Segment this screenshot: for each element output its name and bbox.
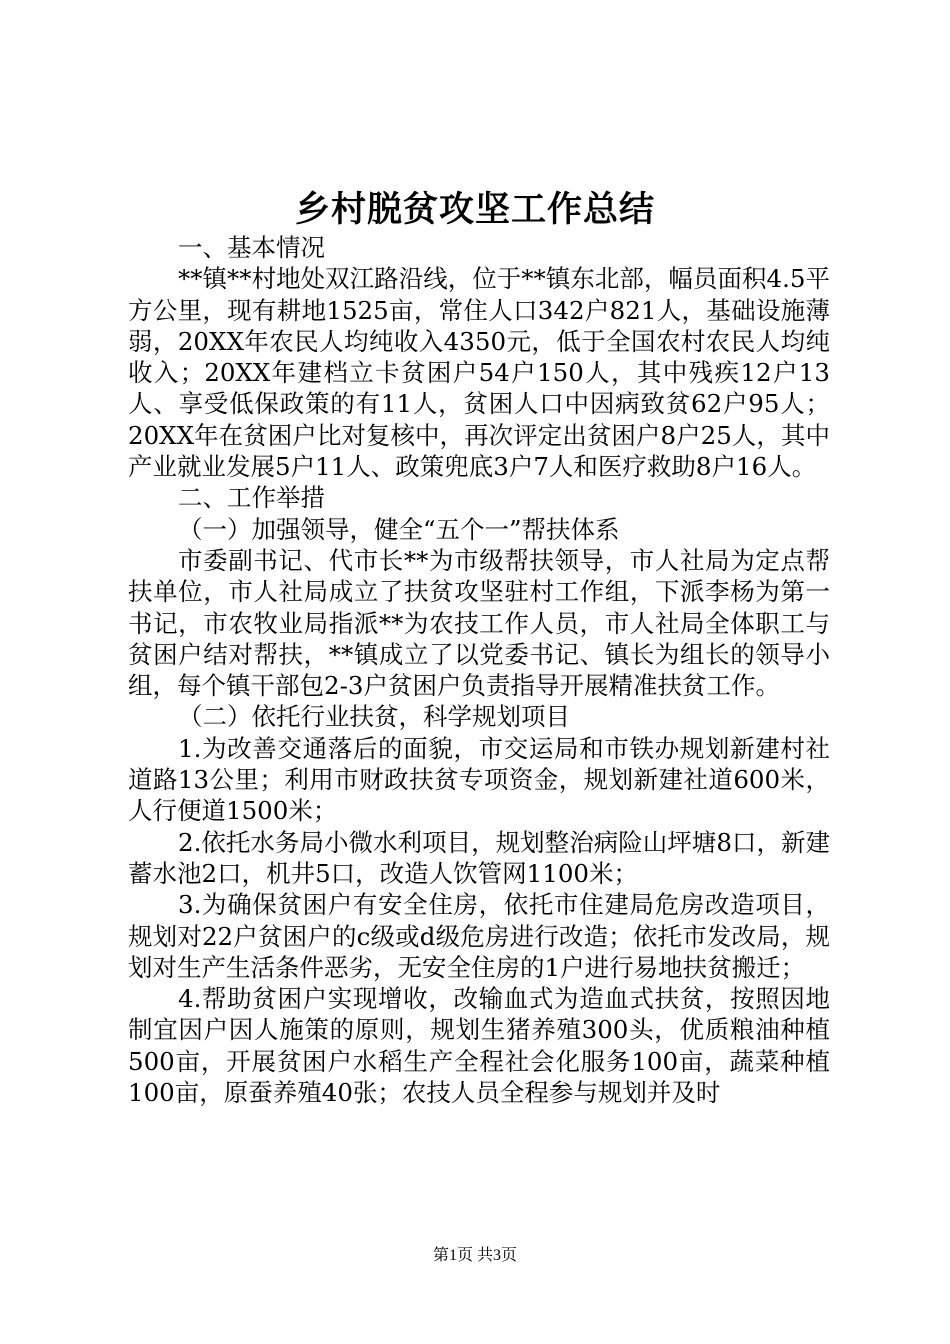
page-footer: 第1页 共3页 [432, 1247, 517, 1264]
section-heading-basic: 一、基本情况 [178, 233, 325, 262]
paragraph-basic-info: **镇**村地处双江路沿线，位于**镇东北部，幅员面积4.5平方公里，现有耕地1525亩，常住人口342户821人，基础设施薄弱，20XX年农民人均纯收入4350元，低于全国农村农民人均纯收入；20XX年建档立卡贫困户54户150人，其中残疾12户13人、享受低保政策的有11人，贫困人口中因病致贫62户95人；20XX年在贫困户比对复核中，再次评定出贫困户8户25人，其中产业就业发展5户11人、政策兜底3户7人和医疗救助8户16人。 [128, 264, 830, 482]
list-item-transport: 1.为改善交通落后的面貌，市交运局和市铁办规划新建村社道路13公里；利用市财政扶贫专项资金，规划新建社道600米，人行便道1500米； [128, 733, 830, 826]
list-item-housing: 3.为确保贫困户有安全住房，依托市住建局危房改造项目，规划对22户贫困户的c级或d级危房进行改造；依托市发改局，规划对生产生活条件恶劣，无安全住房的1户进行易地扶贫搬迁； [128, 890, 830, 982]
paragraph-leadership: 市委副书记、代市长**为市级帮扶领导，市人社局为定点帮扶单位，市人社局成立了扶贫攻坚驻村工作组，下派李杨为第一书记，市农牧业局指派**为农技工作人员，市人社局全体职工与贫困户结对帮扶，**镇成立了以党委书记、镇长为组长的领导小组，每个镇干部包2-3户贫困户负责指导开展精准扶贫工作。 [128, 545, 830, 701]
list-item-income: 4.帮助贫困户实现增收，改输血式为造血式扶贫，按照因地制宜因户因人施策的原则，规划生猪养殖300头，优质粮油种植500亩，开展贫困户水稻生产全程社会化服务100亩，蔬菜种植100亩，原蚕养殖40张；农技人员全程参与规划并及时 [128, 984, 830, 1108]
list-item-water: 2.依托水务局小微水利项目，规划整治病险山坪塘8口，新建蓄水池2口，机井5口，改造人饮管网1100米； [128, 827, 830, 888]
document-title: 乡村脱贫攻坚工作总结 [294, 190, 655, 230]
subsection-heading-leadership: （一）加强领导，健全“五个一”帮扶体系 [178, 514, 620, 544]
document-body [128, 232, 830, 1108]
subsection-heading-industry: （二）依托行业扶贫，科学规划项目 [178, 702, 570, 732]
section-heading-measures: 二、工作举措 [178, 483, 325, 513]
